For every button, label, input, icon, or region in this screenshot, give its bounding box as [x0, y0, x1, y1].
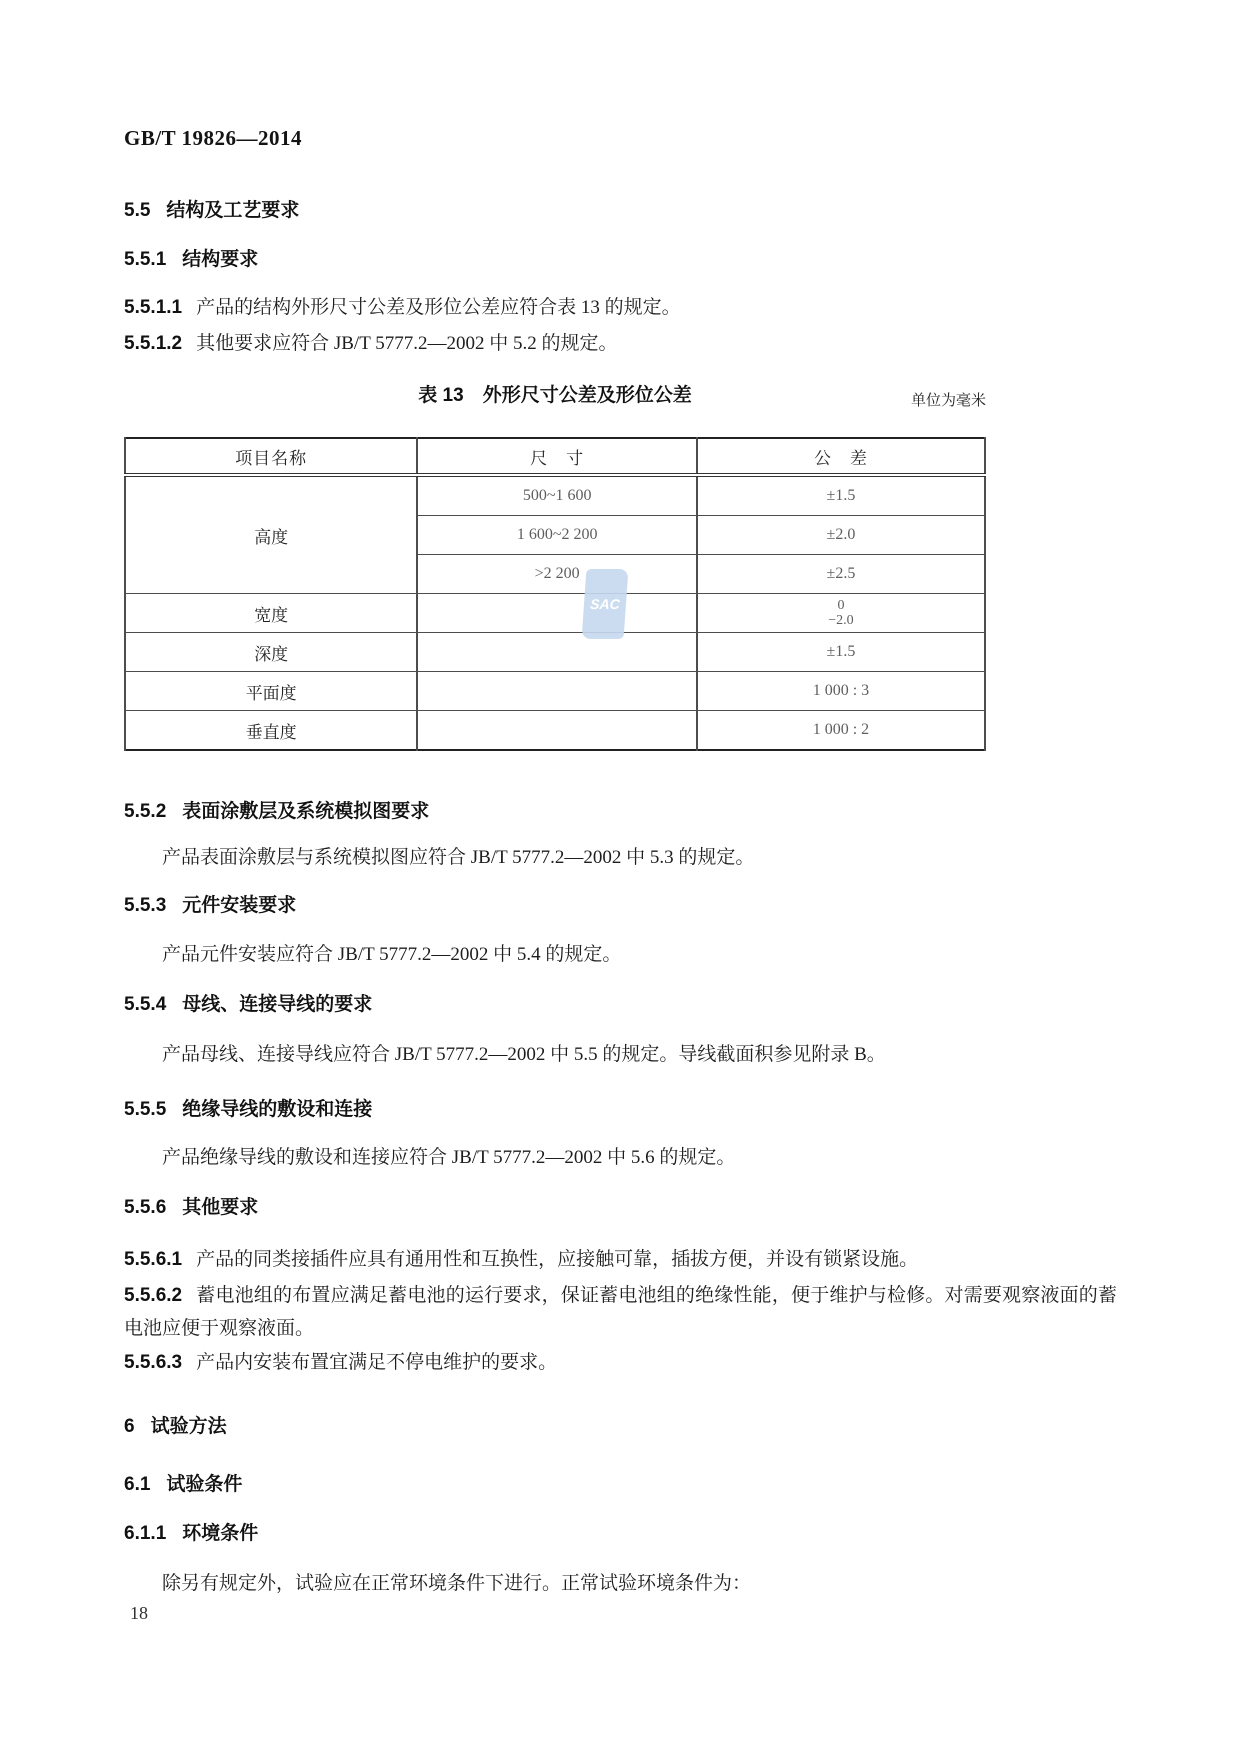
- cell-height-tol-1: ±1.5: [697, 475, 985, 516]
- heading-number: 5.5.6: [124, 1197, 167, 1218]
- heading-number: 5.5.5: [124, 1099, 167, 1120]
- cell-perpendicularity-label: 垂直度: [125, 711, 417, 751]
- heading-title: 结构及工艺要求: [166, 200, 300, 221]
- col-header-item: 项目名称: [125, 438, 417, 475]
- heading-title: 试验条件: [166, 1474, 243, 1495]
- heading-title: 试验方法: [150, 1416, 227, 1437]
- heading-6-1: [124, 1472, 1117, 1498]
- sac-watermark-text: SAC: [589, 596, 621, 612]
- col-header-dimension: 尺 寸: [417, 438, 697, 475]
- table-row-height-1: [125, 475, 985, 516]
- heading-number: 5.5: [124, 200, 151, 221]
- heading-title: 环境条件: [182, 1523, 259, 1544]
- heading-6-1-1: [124, 1521, 1117, 1547]
- clause-text: 产品的同类接插件应具有通用性和互换性，应接触可靠，插拔方便，并设有锁紧设施。: [196, 1249, 919, 1270]
- cell-perpendicularity-dim-empty: [417, 711, 697, 751]
- heading-5-5-2: [124, 799, 1117, 825]
- clause-5-5-6-3: [124, 1350, 1117, 1376]
- clause-number: 5.5.6.2: [124, 1285, 183, 1306]
- table-row-depth: [125, 633, 985, 672]
- cell-width-dim-empty: [417, 594, 697, 633]
- width-tolerance-upper: 0: [837, 598, 845, 613]
- table-row-width: [125, 594, 985, 633]
- clause-5-5-1-1: [124, 295, 1117, 321]
- heading-title: 母线、连接导线的要求: [182, 994, 373, 1015]
- paragraph-5-5-2: 产品表面涂敷层与系统模拟图应符合 JB/T 5777.2—2002 中 5.3 的规定。: [162, 847, 755, 868]
- heading-number: 5.5.3: [124, 895, 167, 916]
- cell-flatness-tolerance: 1 000 : 3: [697, 672, 985, 711]
- heading-5-5-3: [124, 893, 1117, 919]
- cell-height-dim-2: 1 600~2 200: [417, 516, 697, 555]
- clause-number: 5.5.1.1: [124, 297, 183, 318]
- clause-text: 其他要求应符合 JB/T 5777.2—2002 中 5.2 的规定。: [196, 333, 618, 354]
- paragraph-5-5-5: 产品绝缘导线的敷设和连接应符合 JB/T 5777.2—2002 中 5.6 的规定。: [162, 1147, 736, 1168]
- heading-title: 结构要求: [182, 249, 259, 270]
- cell-width-label: 宽度: [125, 594, 417, 633]
- table-header-row: [125, 438, 985, 475]
- cell-flatness-label: 平面度: [125, 672, 417, 711]
- heading-5-5-1: [124, 247, 1117, 273]
- cell-height-tol-3: ±2.5: [697, 555, 985, 594]
- heading-5-5: [124, 198, 1117, 224]
- clause-5-5-6-1: [124, 1247, 1117, 1273]
- cell-perpendicularity-tolerance: 1 000 : 2: [697, 711, 985, 751]
- heading-number: 6.1.1: [124, 1523, 167, 1544]
- table-row-flatness: [125, 672, 985, 711]
- heading-number: 5.5.2: [124, 801, 167, 822]
- clause-text: 产品内安装布置宜满足不停电维护的要求。: [196, 1352, 558, 1373]
- clause-5-5-6-2: [124, 1279, 1117, 1345]
- unit-note: 单位为毫米: [910, 393, 986, 409]
- heading-number: 5.5.4: [124, 994, 167, 1015]
- cell-height-dim-1: 500~1 600: [417, 475, 697, 516]
- width-tolerance-lower: −2.0: [828, 613, 854, 628]
- clause-text: 产品的结构外形尺寸公差及形位公差应符合表 13 的规定。: [196, 297, 681, 318]
- clause-number: 5.5.1.2: [124, 333, 183, 354]
- heading-title: 绝缘导线的敷设和连接: [182, 1099, 373, 1120]
- cell-width-tolerance: [697, 594, 985, 633]
- cell-height-tol-2: ±2.0: [697, 516, 985, 555]
- heading-6: [124, 1414, 1117, 1440]
- heading-number: 5.5.1: [124, 249, 167, 270]
- heading-title: 其他要求: [182, 1197, 259, 1218]
- heading-5-5-4: [124, 992, 1117, 1018]
- heading-5-5-6: [124, 1195, 1117, 1221]
- cell-depth-label: 深度: [125, 633, 417, 672]
- clause-text: 蓄电池组的布置应满足蓄电池的运行要求，保证蓄电池组的绝缘性能，便于维护与检修。对需要观察液面的蓄电池应便于观察液面。: [124, 1285, 1117, 1339]
- cell-height-dim-3: >2 200: [417, 555, 697, 594]
- heading-title: 元件安装要求: [182, 895, 297, 916]
- page-number: 18: [130, 1603, 148, 1623]
- table-row-perpendicularity: [125, 711, 985, 751]
- clause-5-5-1-2: [124, 331, 1117, 357]
- cell-depth-tolerance: ±1.5: [697, 633, 985, 672]
- col-header-tolerance: 公 差: [697, 438, 985, 475]
- heading-number: 6.1: [124, 1474, 151, 1495]
- paragraph-6-1-1: 除另有规定外，试验应在正常环境条件下进行。正常试验环境条件为：: [162, 1573, 752, 1594]
- table-13-caption-row: [124, 383, 986, 409]
- cell-height-label: 高度: [125, 475, 417, 594]
- paragraph-5-5-4: 产品母线、连接导线应符合 JB/T 5777.2—2002 中 5.5 的规定。导线截面积参见附录 B。: [162, 1044, 886, 1065]
- cell-depth-dim-empty: [417, 633, 697, 672]
- paragraph-5-5-3: 产品元件安装应符合 JB/T 5777.2—2002 中 5.4 的规定。: [162, 944, 622, 965]
- clause-number: 5.5.6.1: [124, 1249, 183, 1270]
- heading-number: 6: [124, 1416, 135, 1437]
- table-13: [124, 437, 986, 751]
- clause-number: 5.5.6.3: [124, 1352, 183, 1373]
- cell-flatness-dim-empty: [417, 672, 697, 711]
- table-caption: 表 13 外形尺寸公差及形位公差: [418, 385, 692, 406]
- heading-title: 表面涂敷层及系统模拟图要求: [182, 801, 430, 822]
- heading-5-5-5: [124, 1097, 1117, 1123]
- sac-watermark: [582, 569, 629, 639]
- standard-number-header: GB/T 19826—2014: [124, 126, 303, 150]
